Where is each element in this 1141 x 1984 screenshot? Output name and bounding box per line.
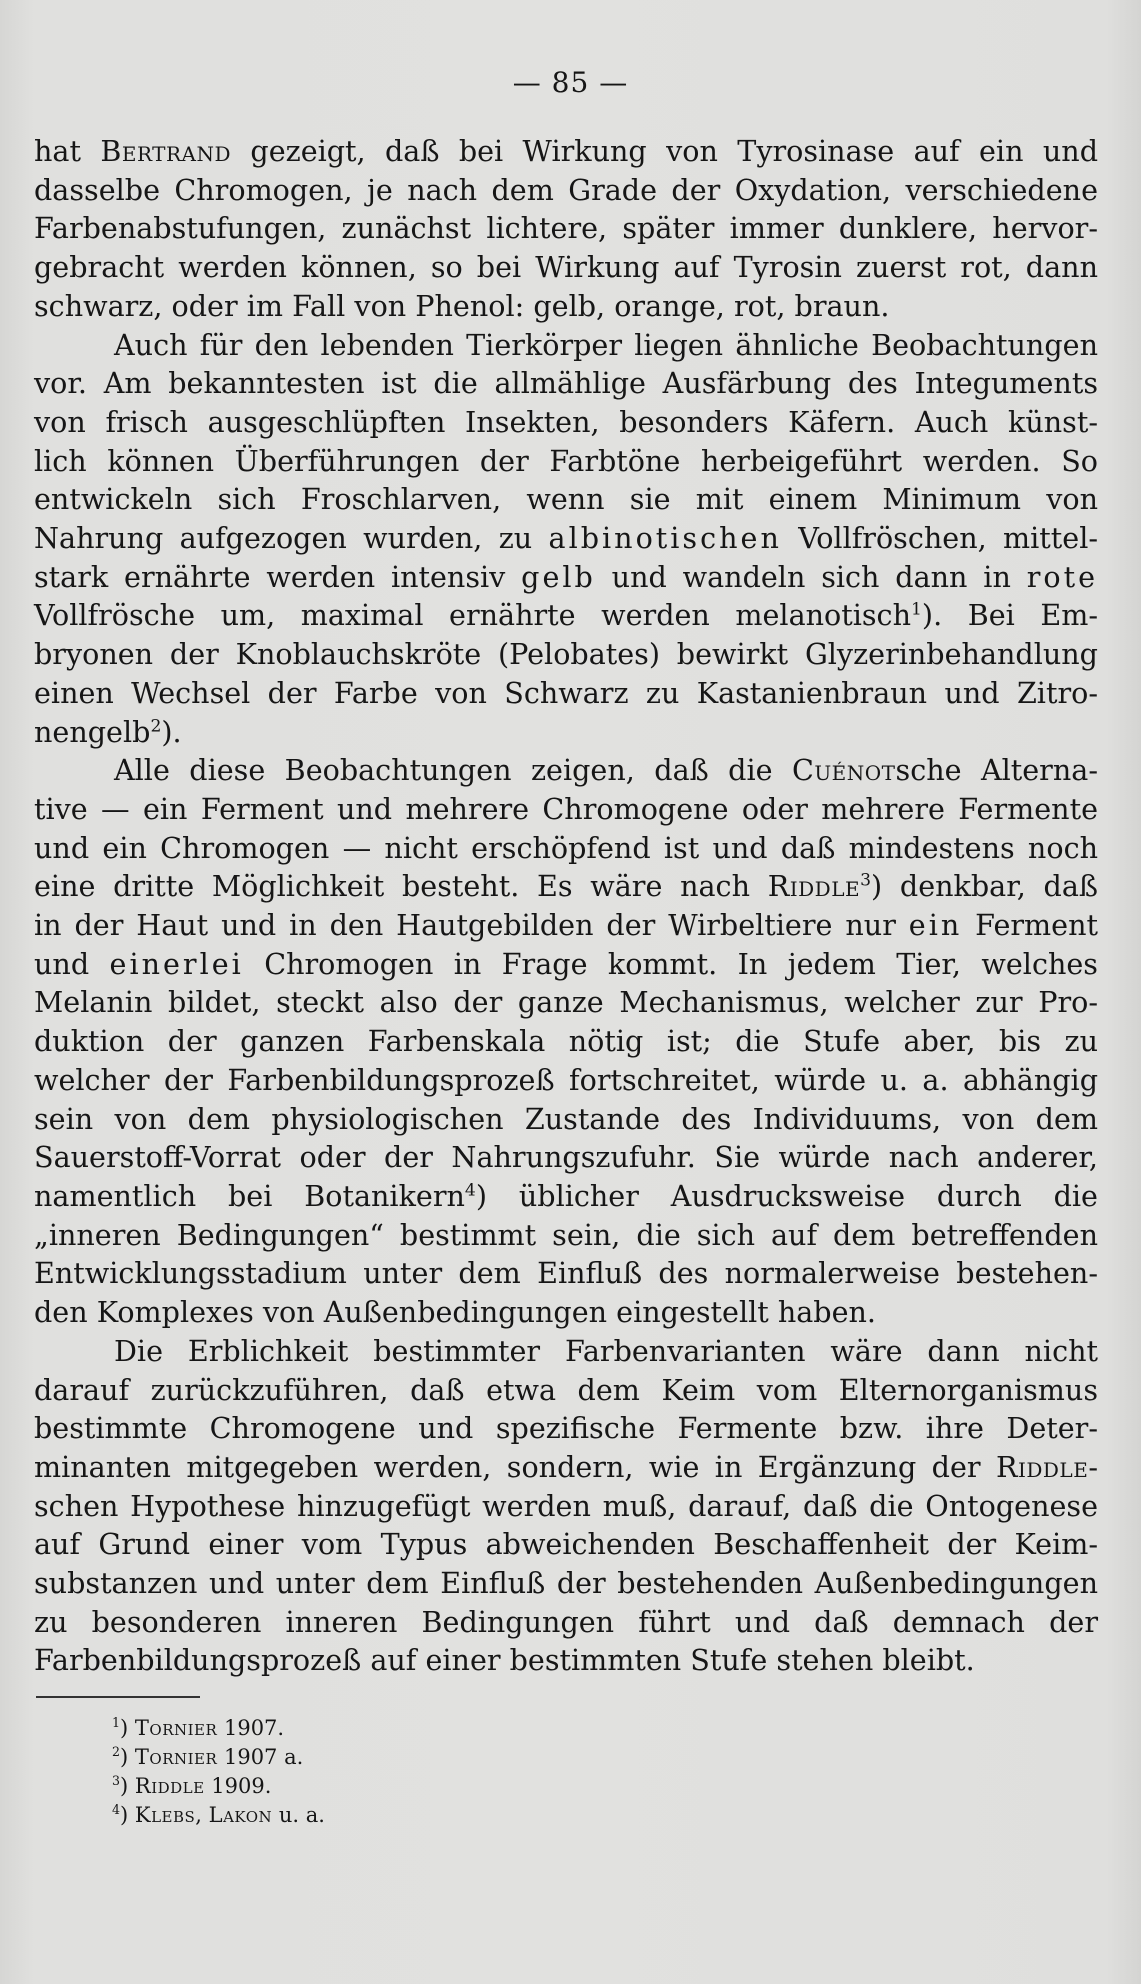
footnote-ref: 1 — [911, 599, 922, 620]
text-run: bryonen der Knoblauchskröte (Pelobates) bewirkt Glyzerinbehandlung — [34, 637, 1098, 672]
text-line — [34, 1061, 1098, 1100]
text-run: sche Alterna- — [895, 753, 1098, 788]
text-run: Die Erblichkeit bestimmter Farbenvarianten wäre dann nicht — [114, 1333, 1098, 1368]
text-run: Vollfröschen, mittel- — [781, 521, 1098, 556]
text-run: Vollfrösche um, maximal ernährte werden melanotisch — [34, 598, 911, 633]
text-line — [34, 674, 1098, 713]
text-run: den Komplexes von Außenbedingungen eingestellt haben. — [34, 1295, 877, 1330]
text-run: gebracht werden können, so bei Wirkung auf Tyrosin zuerst rot, dann — [34, 250, 1098, 285]
author-name: Klebs — [134, 1803, 196, 1827]
text-run: welcher der Farbenbildungsprozeß fortschreitet, würde u. a. abhängig — [34, 1062, 1098, 1097]
text-line — [34, 1100, 1098, 1139]
text-line — [34, 1138, 1098, 1177]
text-run: ). Bei Em- — [921, 598, 1098, 633]
footnote-ref: 2 — [150, 716, 162, 737]
text-line — [34, 906, 1098, 945]
text-line — [34, 1022, 1098, 1061]
text-line — [34, 209, 1098, 248]
text-run: darauf zurückzuführen, daß etwa dem Keim vom Elternorganismus — [34, 1372, 1098, 1407]
text-run: sein von dem physiologischen Zustande des Individuums, von dem — [34, 1101, 1098, 1136]
text-line — [34, 1448, 1098, 1487]
footnote: $^3$) Riddle 1909. — [112, 1773, 272, 1798]
text-line — [34, 519, 1098, 558]
paragraph — [34, 132, 1098, 326]
footnote-ref: 4 — [464, 1180, 476, 1201]
text-run: und — [34, 946, 110, 981]
text-line — [34, 1525, 1098, 1564]
text-run: in der Haut und in den Hautgebilden der Wirbeltiere nur — [34, 908, 909, 943]
text-line — [34, 326, 1098, 365]
paragraph — [34, 751, 1098, 1332]
paragraph — [34, 1332, 1098, 1680]
text-run: tive — ein Ferment und mehrere Chromogene oder mehrere Fermente — [34, 791, 1098, 826]
text-run: „inneren Bedingungen“ bestimmt sein, die sich auf dem betreffenden — [34, 1217, 1098, 1252]
text-line — [34, 403, 1098, 442]
author-name: Riddle — [134, 1774, 205, 1798]
text-run: - — [1088, 1449, 1098, 1484]
text-run: einen Wechsel der Farbe von Schwarz zu Kastanienbraun und Zitro- — [34, 675, 1098, 710]
text-run: lich können Überführungen der Farbtöne herbeigeführt werden. So — [34, 443, 1098, 478]
text-line — [34, 751, 1098, 790]
text-run: Farbenabstufungen, zunächst lichtere, später immer dunklere, hervor- — [34, 211, 1098, 246]
body-text — [34, 132, 1098, 1680]
text-line — [34, 287, 1098, 326]
footnote: $^1$) Tornier 1907. — [112, 1715, 285, 1740]
text-line — [34, 790, 1098, 829]
text-run: substanzen und unter dem Einfluß der bestehenden Außenbedingungen — [34, 1566, 1098, 1601]
text-line — [34, 635, 1098, 674]
text-run: auf Grund einer vom Typus abweichenden Beschaffenheit der Keim- — [34, 1527, 1098, 1562]
author-name: Bertrand — [100, 134, 232, 168]
text-line — [34, 867, 1098, 906]
text-run: Farbenbildungsprozeß auf einer bestimmten Stufe stehen bleibt. — [34, 1643, 975, 1678]
emphasized-word: einerlei — [109, 946, 244, 981]
emphasized-word: rote — [1026, 559, 1098, 594]
text-line — [34, 829, 1098, 868]
text-run: namentlich bei Botanikern — [34, 1178, 465, 1213]
text-run: Entwicklungsstadium unter dem Einfluß des normalerweise bestehen- — [34, 1256, 1098, 1291]
text-run: 1907. — [217, 1716, 285, 1740]
text-line — [34, 1564, 1098, 1603]
text-run: Sauerstoff-Vorrat oder der Nahrungszufuhr. Sie würde nach anderer, — [34, 1140, 1098, 1175]
paragraph — [34, 326, 1098, 752]
text-run: ). — [161, 714, 182, 749]
text-line — [34, 1216, 1098, 1255]
footnote-number: 4 — [112, 1802, 121, 1817]
text-run: 1909. — [204, 1774, 272, 1798]
text-run: Nahrung aufgezogen wurden, zu — [34, 521, 549, 556]
text-line — [34, 171, 1098, 210]
emphasized-word: albinotischen — [548, 521, 782, 556]
text-run: , — [195, 1803, 209, 1827]
text-line — [34, 1641, 1098, 1680]
footnote-rule — [36, 1696, 200, 1698]
footnotes — [112, 1714, 325, 1830]
text-line — [34, 1177, 1098, 1216]
text-line — [34, 132, 1098, 171]
text-line — [34, 1293, 1098, 1332]
text-line — [34, 1254, 1098, 1293]
text-run: vor. Am bekanntesten ist die allmählige Ausfärbung des Integuments — [34, 366, 1098, 401]
text-run: und ein Chromogen — nicht erschöpfend ist und daß mindestens noch — [34, 830, 1098, 865]
text-run: Auch für den lebenden Tierkörper liegen ähnliche Beobachtungen — [114, 327, 1098, 362]
text-run: nengelb — [34, 714, 151, 749]
text-run: minanten mitgegeben werden, sondern, wie in Ergänzung der — [34, 1449, 996, 1484]
text-run: Chromogen in Frage kommt. In jedem Tier, welches — [243, 946, 1098, 981]
text-run: schwarz, oder im Fall von Phenol: gelb, orange, rot, braun. — [34, 288, 890, 323]
text-run: von frisch ausgeschlüpften Insekten, besonders Käfern. Auch künst- — [34, 404, 1098, 439]
footnote-number: 2 — [112, 1744, 121, 1759]
text-run: und wandeln sich dann in — [595, 559, 1027, 594]
text-run: Alle diese Beobachtungen zeigen, daß die — [114, 753, 792, 788]
text-line — [34, 558, 1098, 597]
text-run: hat — [34, 134, 101, 168]
text-line — [34, 1371, 1098, 1410]
author-name: Tornier — [134, 1745, 218, 1769]
text-line — [34, 713, 1098, 752]
text-line — [34, 1332, 1098, 1371]
text-run: Melanin bildet, steckt also der ganze Mechanismus, welcher zur Pro- — [34, 985, 1098, 1020]
text-run: stark ernährte werden intensiv — [34, 559, 522, 594]
page-number: — 85 — — [512, 66, 629, 99]
text-line — [34, 364, 1098, 403]
author-name: Lakon — [208, 1803, 273, 1827]
text-run: dasselbe Chromogen, je nach dem Grade der Oxydation, verschiedene — [34, 172, 1098, 207]
emphasized-word: gelb — [521, 559, 596, 594]
footnote: $^4$) Klebs, Lakon u. a. — [112, 1802, 325, 1827]
footnote-number: 1 — [112, 1715, 121, 1730]
footnote: $^2$) Tornier 1907 a. — [112, 1744, 304, 1769]
text-run: 1907 a. — [217, 1745, 304, 1769]
text-run: zu besonderen inneren Bedingungen führt und daß demnach der — [34, 1604, 1098, 1639]
text-line — [34, 1487, 1098, 1526]
text-line — [34, 248, 1098, 287]
text-run: bestimmte Chromogene und spezifische Fermente bzw. ihre Deter- — [34, 1411, 1098, 1446]
author-name: Tornier — [134, 1716, 218, 1740]
text-line — [34, 596, 1098, 635]
text-line — [34, 480, 1098, 519]
text-run: entwickeln sich Froschlarven, wenn sie mit einem Minimum von — [34, 482, 1098, 517]
text-run: ) üblicher Ausdrucksweise durch die — [475, 1178, 1098, 1213]
text-line — [34, 1603, 1098, 1642]
author-name: Cuénot — [791, 753, 896, 788]
text-run: schen Hypothese hinzugefügt werden muß, darauf, daß die Ontogenese — [34, 1488, 1098, 1523]
text-run: ) denkbar, daß — [871, 869, 1098, 904]
author-name: Riddle — [995, 1449, 1089, 1484]
text-run: gezeigt, daß bei Wirkung von Tyrosinase auf ein und — [231, 134, 1098, 168]
text-run: u. a. — [272, 1803, 325, 1827]
text-line — [34, 1409, 1098, 1448]
footnote-number: 3 — [112, 1773, 121, 1788]
text-run: duktion der ganzen Farbenskala nötig ist; die Stufe aber, bis zu — [34, 1024, 1098, 1059]
footnote-ref: 3 — [860, 870, 872, 891]
text-run: Ferment — [962, 908, 1098, 943]
emphasized-word: ein — [908, 908, 963, 943]
text-line — [34, 983, 1098, 1022]
text-run: eine dritte Möglichkeit besteht. Es wäre nach — [34, 869, 768, 904]
author-name: Riddle — [767, 869, 861, 904]
text-line — [34, 442, 1098, 481]
text-line — [34, 945, 1098, 984]
